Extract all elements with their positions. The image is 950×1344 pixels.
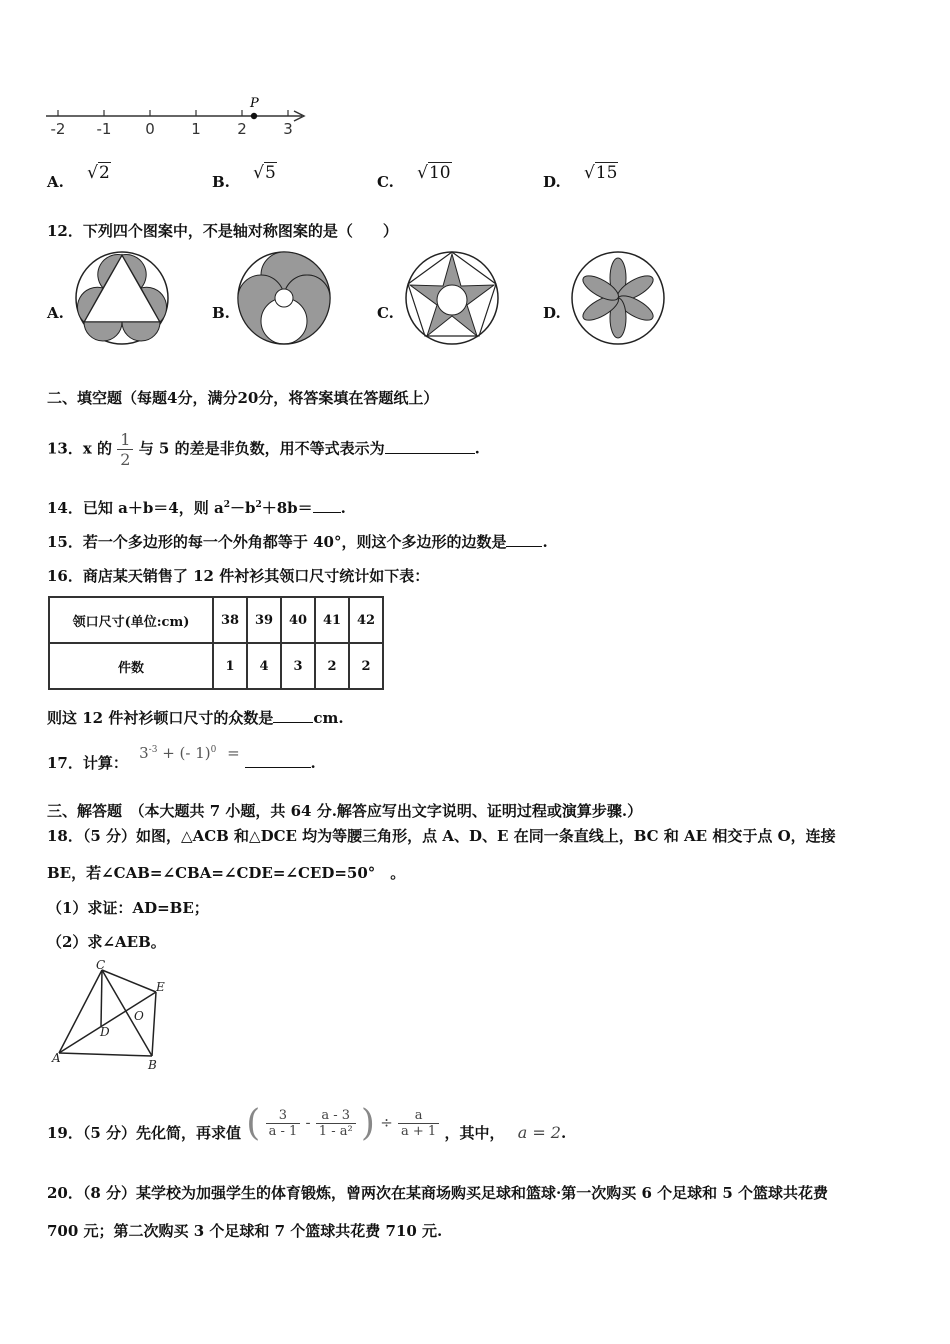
vertex-label: B [148, 1058, 157, 1072]
number-line [40, 92, 320, 142]
fraction: $\frac{3}{a - 1}$ [266, 1108, 301, 1139]
q18-line2: BE，若∠CAB=∠CBA=∠CDE=∠CED=50° 。 [47, 864, 406, 882]
tick-label: 2 [237, 120, 247, 138]
q20-line1: 20．（8 分）某学校为加强学生的体育锻炼，曾两次在某商场购买足球和篮球·第一次购买 6 个足球和 5 个篮球共花费 [47, 1184, 829, 1202]
table-cell: 38 [213, 597, 247, 643]
q15-text: 15．若一个多边形的每一个外角都等于 40°，则这个多边形的边数是 . [47, 533, 548, 551]
q11-option-b: B. √5 [212, 163, 276, 191]
table-cell: 39 [247, 597, 281, 643]
q17-text: 17．计算： $3^{-3}$ + (- 1)$^0$ = . [47, 744, 316, 772]
answer-blank [385, 439, 475, 454]
q18-part1: （1）求证：AD=BE； [47, 899, 209, 917]
table-cell: 40 [281, 597, 315, 643]
pattern-b-pinwheel [236, 250, 336, 350]
table-header-cell: 领口尺寸(单位:cm) [49, 597, 213, 643]
table-cell: 2 [315, 643, 349, 689]
q18-line1: 18．（5 分）如图，△ACB 和△DCE 均为等腰三角形，点 A、D、E 在同一条直线上，BC 和 AE 相交于点 O，连接 [47, 827, 836, 845]
vertex-label: O [134, 1009, 144, 1023]
sqrt-expression: √5 [253, 163, 276, 183]
table-cell: 1 [213, 643, 247, 689]
collar-size-table [48, 596, 384, 690]
vertex-label: D [100, 1025, 110, 1039]
tick-label: 1 [191, 120, 201, 138]
table-cell: 42 [349, 597, 383, 643]
q20-line2: 700 元；第二次购买 3 个足球和 7 个篮球共花费 710 元. [47, 1222, 443, 1240]
point-p [251, 113, 257, 119]
pattern-a-triangle-arcs [74, 250, 174, 350]
tick-label: 0 [145, 120, 155, 138]
fraction: $\frac{a - 3}{\text{1 - a²}}$ [316, 1108, 356, 1139]
table-cell: 41 [315, 597, 349, 643]
table-row [49, 643, 383, 689]
fraction: $\frac{1}{2}$ [117, 430, 133, 469]
answer-blank [313, 498, 341, 513]
table-cell: 2 [349, 643, 383, 689]
table-cell: 4 [247, 643, 281, 689]
vertex-label: E [156, 980, 165, 994]
answer-blank [273, 708, 313, 723]
q14-text: 14．已知 a＋b＝4，则 $a^2-b^2+8b=$ . [47, 499, 346, 517]
tick-label: -1 [96, 120, 112, 138]
answer-blank [506, 532, 542, 547]
q19-text: 19．（5 分）先化简，再求值 ( $\frac{3}{a - 1}$ - $\frac{a - 3}{\text{1 - a²}}$ ) ÷ $\frac{a}{a + 1}$ ，其中， a = 2. [47, 1103, 567, 1144]
pattern-d-flower [570, 250, 670, 350]
point-p-label: P [250, 96, 259, 111]
sqrt-expression: √2 [87, 163, 110, 183]
q12-label-b: B. [212, 304, 230, 322]
q11-option-a: A. √2 [47, 163, 110, 191]
pattern-c-star-pentagon [404, 250, 504, 350]
q16-followup: 则这 12 件衬衫顿口尺寸的众数是 cm. [47, 709, 344, 727]
math-expression: $3^{-3}$ + (- 1)$^0$ = [139, 744, 240, 762]
table-header-cell: 件数 [49, 643, 213, 689]
section-2-heading: 二、填空题（每题4分，满分20分，将答案填在答题纸上） [47, 389, 439, 407]
q13-text: 13．x 的 $\frac{1}{2}$ 与 5 的差是非负数，用不等式表示为 . [47, 430, 480, 469]
q12-label-a: A. [47, 304, 64, 322]
tick-label: 3 [283, 120, 293, 138]
table-cell: 3 [281, 643, 315, 689]
vertex-label: C [96, 958, 106, 972]
q12-label-d: D. [543, 304, 561, 322]
vertex-label: A [52, 1051, 61, 1065]
q18-geometry-figure [44, 958, 184, 1078]
q18-part2: （2）求∠AEB。 [47, 933, 166, 951]
sqrt-expression: √10 [417, 163, 451, 183]
q11-option-c: C. √10 [377, 163, 451, 191]
table-row [49, 597, 383, 643]
answer-blank [245, 753, 311, 768]
fraction: $\frac{a}{a + 1}$ [398, 1108, 439, 1139]
q16-text: 16．商店某天销售了 12 件衬衫其领口尺寸统计如下表： [47, 567, 430, 585]
q12-label-c: C. [377, 304, 394, 322]
q11-option-d: D. √15 [543, 163, 618, 191]
section-3-heading: 三、解答题 （本大题共 7 小题，共 64 分.解答应写出文字说明、证明过程或演算步骤.） [47, 802, 643, 820]
tick-label: -2 [50, 120, 66, 138]
q12-text: 12．下列四个图案中，不是轴对称图案的是（ ） [47, 222, 398, 240]
sqrt-expression: √15 [583, 163, 618, 183]
